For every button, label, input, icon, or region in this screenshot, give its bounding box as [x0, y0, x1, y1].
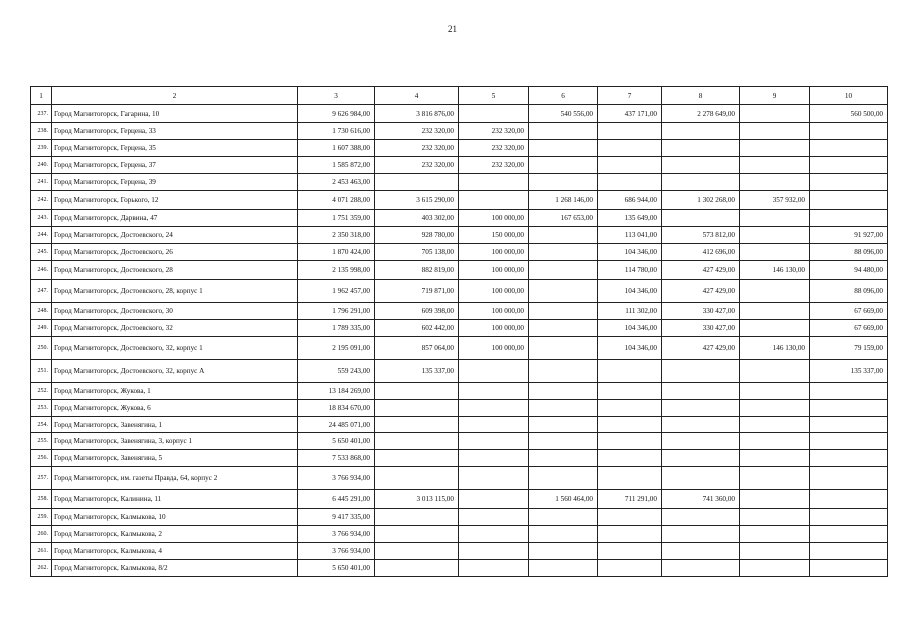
amount-cell — [740, 417, 810, 433]
amount-cell: 1 302 268,00 — [662, 191, 740, 210]
amount-cell — [459, 560, 529, 577]
amount-cell: 13 184 269,00 — [298, 383, 375, 400]
table-row — [31, 174, 888, 191]
amount-cell — [459, 490, 529, 509]
amount-cell: 882 819,00 — [375, 261, 459, 280]
address-cell: Город Магнитогорск, Калмыкова, 8/2 — [52, 560, 298, 577]
row-number-cell: 243. — [31, 210, 52, 227]
amount-cell: 100 000,00 — [459, 337, 529, 360]
amount-cell — [662, 360, 740, 383]
amount-cell — [598, 526, 662, 543]
amount-cell: 609 398,00 — [375, 303, 459, 320]
table-row — [31, 433, 888, 450]
amount-cell — [740, 383, 810, 400]
amount-cell: 67 669,00 — [810, 320, 888, 337]
amount-cell — [598, 360, 662, 383]
amount-cell — [740, 123, 810, 140]
amount-cell — [459, 433, 529, 450]
amount-cell: 330 427,00 — [662, 320, 740, 337]
amount-cell: 330 427,00 — [662, 303, 740, 320]
amount-cell — [529, 140, 598, 157]
amount-cell — [740, 303, 810, 320]
amount-cell: 100 000,00 — [459, 210, 529, 227]
amount-cell: 88 096,00 — [810, 244, 888, 261]
amount-cell: 705 138,00 — [375, 244, 459, 261]
address-cell: Город Магнитогорск, Калинина, 11 — [52, 490, 298, 509]
amount-cell: 427 429,00 — [662, 280, 740, 303]
row-number-cell: 249. — [31, 320, 52, 337]
amount-cell — [810, 157, 888, 174]
amount-cell — [529, 526, 598, 543]
amount-cell: 18 834 670,00 — [298, 400, 375, 417]
amount-cell: 5 650 401,00 — [298, 433, 375, 450]
table-row — [31, 337, 888, 360]
amount-cell: 686 944,00 — [598, 191, 662, 210]
amount-cell: 2 195 091,00 — [298, 337, 375, 360]
amount-cell: 357 932,00 — [740, 191, 810, 210]
amount-cell — [529, 244, 598, 261]
amount-cell: 88 096,00 — [810, 280, 888, 303]
amount-cell — [662, 400, 740, 417]
table-row — [31, 383, 888, 400]
address-cell: Город Магнитогорск, Калмыкова, 4 — [52, 543, 298, 560]
amount-cell: 7 533 868,00 — [298, 450, 375, 467]
table-row — [31, 105, 888, 123]
amount-cell — [662, 417, 740, 433]
amount-cell: 1 268 146,00 — [529, 191, 598, 210]
amount-cell — [375, 543, 459, 560]
address-cell: Город Магнитогорск, Достоевского, 28 — [52, 261, 298, 280]
amount-cell: 9 626 984,00 — [298, 105, 375, 123]
amount-cell: 232 320,00 — [375, 123, 459, 140]
row-number-cell: 256. — [31, 450, 52, 467]
amount-cell: 3 615 290,00 — [375, 191, 459, 210]
amount-cell — [740, 433, 810, 450]
amount-cell: 3 816 876,00 — [375, 105, 459, 123]
table-row — [31, 450, 888, 467]
amount-cell — [662, 383, 740, 400]
amount-cell — [459, 467, 529, 490]
table-row — [31, 467, 888, 490]
amount-cell: 3 013 115,00 — [375, 490, 459, 509]
row-number-cell: 253. — [31, 400, 52, 417]
amount-cell — [662, 123, 740, 140]
amount-cell: 24 485 071,00 — [298, 417, 375, 433]
amount-cell — [529, 467, 598, 490]
amount-cell — [810, 450, 888, 467]
column-header: 10 — [810, 87, 888, 105]
amount-cell — [740, 467, 810, 490]
amount-cell — [810, 543, 888, 560]
amount-cell — [529, 509, 598, 526]
table-row — [31, 509, 888, 526]
amount-cell: 146 130,00 — [740, 261, 810, 280]
amount-cell — [810, 509, 888, 526]
table-row — [31, 191, 888, 210]
amount-cell — [740, 244, 810, 261]
amount-cell: 1 751 359,00 — [298, 210, 375, 227]
amount-cell — [459, 174, 529, 191]
amount-cell — [662, 509, 740, 526]
amount-cell — [459, 360, 529, 383]
amount-cell: 741 360,00 — [662, 490, 740, 509]
amount-cell — [740, 509, 810, 526]
amount-cell: 104 346,00 — [598, 280, 662, 303]
row-number-cell: 258. — [31, 490, 52, 509]
amount-cell: 2 278 649,00 — [662, 105, 740, 123]
amount-cell — [529, 261, 598, 280]
amount-cell — [740, 490, 810, 509]
amount-cell: 857 064,00 — [375, 337, 459, 360]
row-number-cell: 247. — [31, 280, 52, 303]
amount-cell — [598, 433, 662, 450]
amount-cell — [375, 417, 459, 433]
address-cell: Город Магнитогорск, Герцена, 35 — [52, 140, 298, 157]
amount-cell — [810, 490, 888, 509]
page-number: 21 — [448, 24, 457, 34]
column-header: 6 — [529, 87, 598, 105]
amount-cell — [529, 543, 598, 560]
amount-cell — [459, 105, 529, 123]
row-number-cell: 259. — [31, 509, 52, 526]
amount-cell — [459, 543, 529, 560]
amount-cell — [810, 210, 888, 227]
amount-cell: 104 346,00 — [598, 244, 662, 261]
column-header: 1 — [31, 87, 52, 105]
amount-cell: 100 000,00 — [459, 303, 529, 320]
address-cell: Город Магнитогорск, Калмыкова, 2 — [52, 526, 298, 543]
amount-cell — [810, 433, 888, 450]
amount-cell: 719 871,00 — [375, 280, 459, 303]
column-header: 8 — [662, 87, 740, 105]
row-number-cell: 260. — [31, 526, 52, 543]
table-row — [31, 543, 888, 560]
amount-cell: 437 171,00 — [598, 105, 662, 123]
row-number-cell: 252. — [31, 383, 52, 400]
amount-cell — [598, 543, 662, 560]
address-cell: Город Магнитогорск, Герцена, 37 — [52, 157, 298, 174]
table-row — [31, 244, 888, 261]
amount-cell — [810, 140, 888, 157]
amount-cell — [740, 280, 810, 303]
amount-cell: 403 302,00 — [375, 210, 459, 227]
amount-cell: 111 302,00 — [598, 303, 662, 320]
address-cell: Город Магнитогорск, Достоевского, 32, корпус 1 — [52, 337, 298, 360]
amount-cell: 135 649,00 — [598, 210, 662, 227]
amount-cell: 1 870 424,00 — [298, 244, 375, 261]
amount-cell — [375, 400, 459, 417]
amount-cell — [810, 560, 888, 577]
amount-cell — [529, 157, 598, 174]
amount-cell: 2 453 463,00 — [298, 174, 375, 191]
table-header-row — [31, 87, 888, 105]
address-cell: Город Магнитогорск, Завенягина, 1 — [52, 417, 298, 433]
amount-cell: 4 071 288,00 — [298, 191, 375, 210]
row-number-cell: 255. — [31, 433, 52, 450]
amount-cell: 427 429,00 — [662, 337, 740, 360]
row-number-cell: 242. — [31, 191, 52, 210]
amount-cell: 5 650 401,00 — [298, 560, 375, 577]
amount-cell: 711 291,00 — [598, 490, 662, 509]
address-cell: Город Магнитогорск, Достоевского, 24 — [52, 227, 298, 244]
amount-cell: 91 927,00 — [810, 227, 888, 244]
amount-cell: 150 000,00 — [459, 227, 529, 244]
amount-cell: 559 243,00 — [298, 360, 375, 383]
amount-cell — [375, 467, 459, 490]
amount-cell: 3 766 934,00 — [298, 467, 375, 490]
amount-cell — [810, 400, 888, 417]
amount-cell — [529, 360, 598, 383]
amount-cell: 602 442,00 — [375, 320, 459, 337]
amount-cell — [598, 123, 662, 140]
amount-cell: 3 766 934,00 — [298, 526, 375, 543]
amount-cell — [740, 400, 810, 417]
amount-cell: 2 350 318,00 — [298, 227, 375, 244]
table-row — [31, 210, 888, 227]
amount-cell — [375, 560, 459, 577]
amount-cell: 2 135 998,00 — [298, 261, 375, 280]
amount-cell — [529, 383, 598, 400]
amount-cell — [740, 105, 810, 123]
table-row — [31, 400, 888, 417]
table-row — [31, 123, 888, 140]
amount-cell — [375, 509, 459, 526]
amount-cell — [529, 337, 598, 360]
amount-cell: 412 696,00 — [662, 244, 740, 261]
amount-cell — [662, 560, 740, 577]
table-row — [31, 157, 888, 174]
amount-cell — [459, 526, 529, 543]
row-number-cell: 245. — [31, 244, 52, 261]
amount-cell — [459, 400, 529, 417]
amount-cell — [662, 467, 740, 490]
amount-cell — [459, 383, 529, 400]
address-cell: Город Магнитогорск, Завенягина, 5 — [52, 450, 298, 467]
amount-cell — [740, 560, 810, 577]
amount-cell: 1 796 291,00 — [298, 303, 375, 320]
amount-cell — [740, 543, 810, 560]
amount-cell — [529, 280, 598, 303]
amount-cell — [375, 433, 459, 450]
amount-cell: 1 585 872,00 — [298, 157, 375, 174]
amount-cell — [529, 227, 598, 244]
address-cell: Город Магнитогорск, Достоевского, 32 — [52, 320, 298, 337]
amount-cell: 79 159,00 — [810, 337, 888, 360]
address-cell: Город Магнитогорск, Достоевского, 30 — [52, 303, 298, 320]
row-number-cell: 251. — [31, 360, 52, 383]
amount-cell — [529, 400, 598, 417]
amount-cell — [740, 157, 810, 174]
amount-cell: 67 669,00 — [810, 303, 888, 320]
amount-cell: 928 780,00 — [375, 227, 459, 244]
table-row — [31, 227, 888, 244]
amount-cell — [598, 174, 662, 191]
address-cell: Город Магнитогорск, Достоевского, 26 — [52, 244, 298, 261]
amount-cell — [459, 450, 529, 467]
row-number-cell: 254. — [31, 417, 52, 433]
amount-cell: 1 607 388,00 — [298, 140, 375, 157]
amount-cell — [740, 227, 810, 244]
column-header: 7 — [598, 87, 662, 105]
amount-cell — [662, 157, 740, 174]
amount-cell — [662, 543, 740, 560]
row-number-cell: 248. — [31, 303, 52, 320]
amount-cell: 104 346,00 — [598, 337, 662, 360]
amount-cell: 104 346,00 — [598, 320, 662, 337]
amount-cell — [598, 157, 662, 174]
amount-cell — [810, 526, 888, 543]
amount-cell — [740, 320, 810, 337]
table-row — [31, 417, 888, 433]
table-row — [31, 320, 888, 337]
table-row — [31, 490, 888, 509]
amount-cell — [598, 383, 662, 400]
amount-cell — [529, 123, 598, 140]
amount-cell — [810, 191, 888, 210]
amount-cell: 167 653,00 — [529, 210, 598, 227]
amount-cell — [375, 526, 459, 543]
address-cell: Город Магнитогорск, Достоевского, 32, корпус А — [52, 360, 298, 383]
amount-cell — [662, 210, 740, 227]
address-cell: Город Магнитогорск, Дарвина, 47 — [52, 210, 298, 227]
amount-cell — [598, 560, 662, 577]
row-number-cell: 240. — [31, 157, 52, 174]
amount-cell: 232 320,00 — [375, 140, 459, 157]
amount-cell: 113 041,00 — [598, 227, 662, 244]
amount-cell — [740, 450, 810, 467]
column-header: 2 — [52, 87, 298, 105]
amount-cell — [598, 467, 662, 490]
amount-cell — [375, 450, 459, 467]
amount-cell — [810, 383, 888, 400]
address-cell: Город Магнитогорск, Жукова, 1 — [52, 383, 298, 400]
amount-cell: 100 000,00 — [459, 280, 529, 303]
address-cell: Город Магнитогорск, Гагарина, 10 — [52, 105, 298, 123]
row-number-cell: 239. — [31, 140, 52, 157]
amount-cell: 6 445 291,00 — [298, 490, 375, 509]
amount-cell — [529, 174, 598, 191]
amount-cell — [375, 174, 459, 191]
address-cell: Город Магнитогорск, Достоевского, 28, корпус 1 — [52, 280, 298, 303]
amount-cell: 232 320,00 — [375, 157, 459, 174]
amount-cell — [662, 433, 740, 450]
row-number-cell: 261. — [31, 543, 52, 560]
amount-cell — [740, 526, 810, 543]
row-number-cell: 250. — [31, 337, 52, 360]
table-row — [31, 261, 888, 280]
amount-cell: 1 962 457,00 — [298, 280, 375, 303]
amount-cell — [529, 450, 598, 467]
amount-cell — [459, 509, 529, 526]
amount-cell: 232 320,00 — [459, 157, 529, 174]
table-row — [31, 560, 888, 577]
amount-cell — [598, 450, 662, 467]
amount-cell: 427 429,00 — [662, 261, 740, 280]
amount-cell — [529, 417, 598, 433]
row-number-cell: 262. — [31, 560, 52, 577]
amount-cell: 94 480,00 — [810, 261, 888, 280]
amount-cell: 1 560 464,00 — [529, 490, 598, 509]
amount-cell: 135 337,00 — [810, 360, 888, 383]
table-row — [31, 303, 888, 320]
amount-cell — [529, 320, 598, 337]
amount-cell: 232 320,00 — [459, 123, 529, 140]
amount-cell: 100 000,00 — [459, 261, 529, 280]
amount-cell: 100 000,00 — [459, 320, 529, 337]
amount-cell: 232 320,00 — [459, 140, 529, 157]
amount-cell — [810, 174, 888, 191]
amount-cell — [810, 123, 888, 140]
amount-cell: 146 130,00 — [740, 337, 810, 360]
amount-cell: 135 337,00 — [375, 360, 459, 383]
amount-cell: 3 766 934,00 — [298, 543, 375, 560]
row-number-cell: 238. — [31, 123, 52, 140]
amount-cell: 114 780,00 — [598, 261, 662, 280]
amount-cell — [375, 383, 459, 400]
row-number-cell: 257. — [31, 467, 52, 490]
registry-table — [30, 86, 888, 577]
row-number-cell: 241. — [31, 174, 52, 191]
amount-cell — [598, 400, 662, 417]
address-cell: Город Магнитогорск, Герцена, 33 — [52, 123, 298, 140]
table-row — [31, 140, 888, 157]
amount-cell: 540 556,00 — [529, 105, 598, 123]
amount-cell: 1 789 335,00 — [298, 320, 375, 337]
amount-cell — [740, 140, 810, 157]
amount-cell: 560 500,00 — [810, 105, 888, 123]
amount-cell — [810, 467, 888, 490]
amount-cell — [598, 417, 662, 433]
amount-cell — [662, 140, 740, 157]
address-cell: Город Магнитогорск, Завенягина, 3, корпус 1 — [52, 433, 298, 450]
column-header: 5 — [459, 87, 529, 105]
address-cell: Город Магнитогорск, Горького, 12 — [52, 191, 298, 210]
amount-cell: 1 730 616,00 — [298, 123, 375, 140]
column-header: 4 — [375, 87, 459, 105]
amount-cell — [662, 174, 740, 191]
amount-cell — [740, 174, 810, 191]
column-header: 3 — [298, 87, 375, 105]
address-cell: Город Магнитогорск, им. газеты Правда, 64, корпус 2 — [52, 467, 298, 490]
row-number-cell: 244. — [31, 227, 52, 244]
table-row — [31, 526, 888, 543]
amount-cell — [662, 526, 740, 543]
amount-cell — [810, 417, 888, 433]
amount-cell — [529, 303, 598, 320]
address-cell: Город Магнитогорск, Жукова, 6 — [52, 400, 298, 417]
row-number-cell: 246. — [31, 261, 52, 280]
column-header: 9 — [740, 87, 810, 105]
amount-cell — [598, 509, 662, 526]
amount-cell — [529, 560, 598, 577]
amount-cell — [529, 433, 598, 450]
amount-cell — [662, 450, 740, 467]
amount-cell — [740, 210, 810, 227]
table-row — [31, 360, 888, 383]
address-cell: Город Магнитогорск, Калмыкова, 10 — [52, 509, 298, 526]
amount-cell: 573 812,00 — [662, 227, 740, 244]
table-row — [31, 280, 888, 303]
amount-cell: 9 417 335,00 — [298, 509, 375, 526]
address-cell: Город Магнитогорск, Герцена, 39 — [52, 174, 298, 191]
amount-cell: 100 000,00 — [459, 244, 529, 261]
row-number-cell: 237. — [31, 105, 52, 123]
amount-cell — [740, 360, 810, 383]
amount-cell — [459, 417, 529, 433]
amount-cell — [598, 140, 662, 157]
amount-cell — [459, 191, 529, 210]
